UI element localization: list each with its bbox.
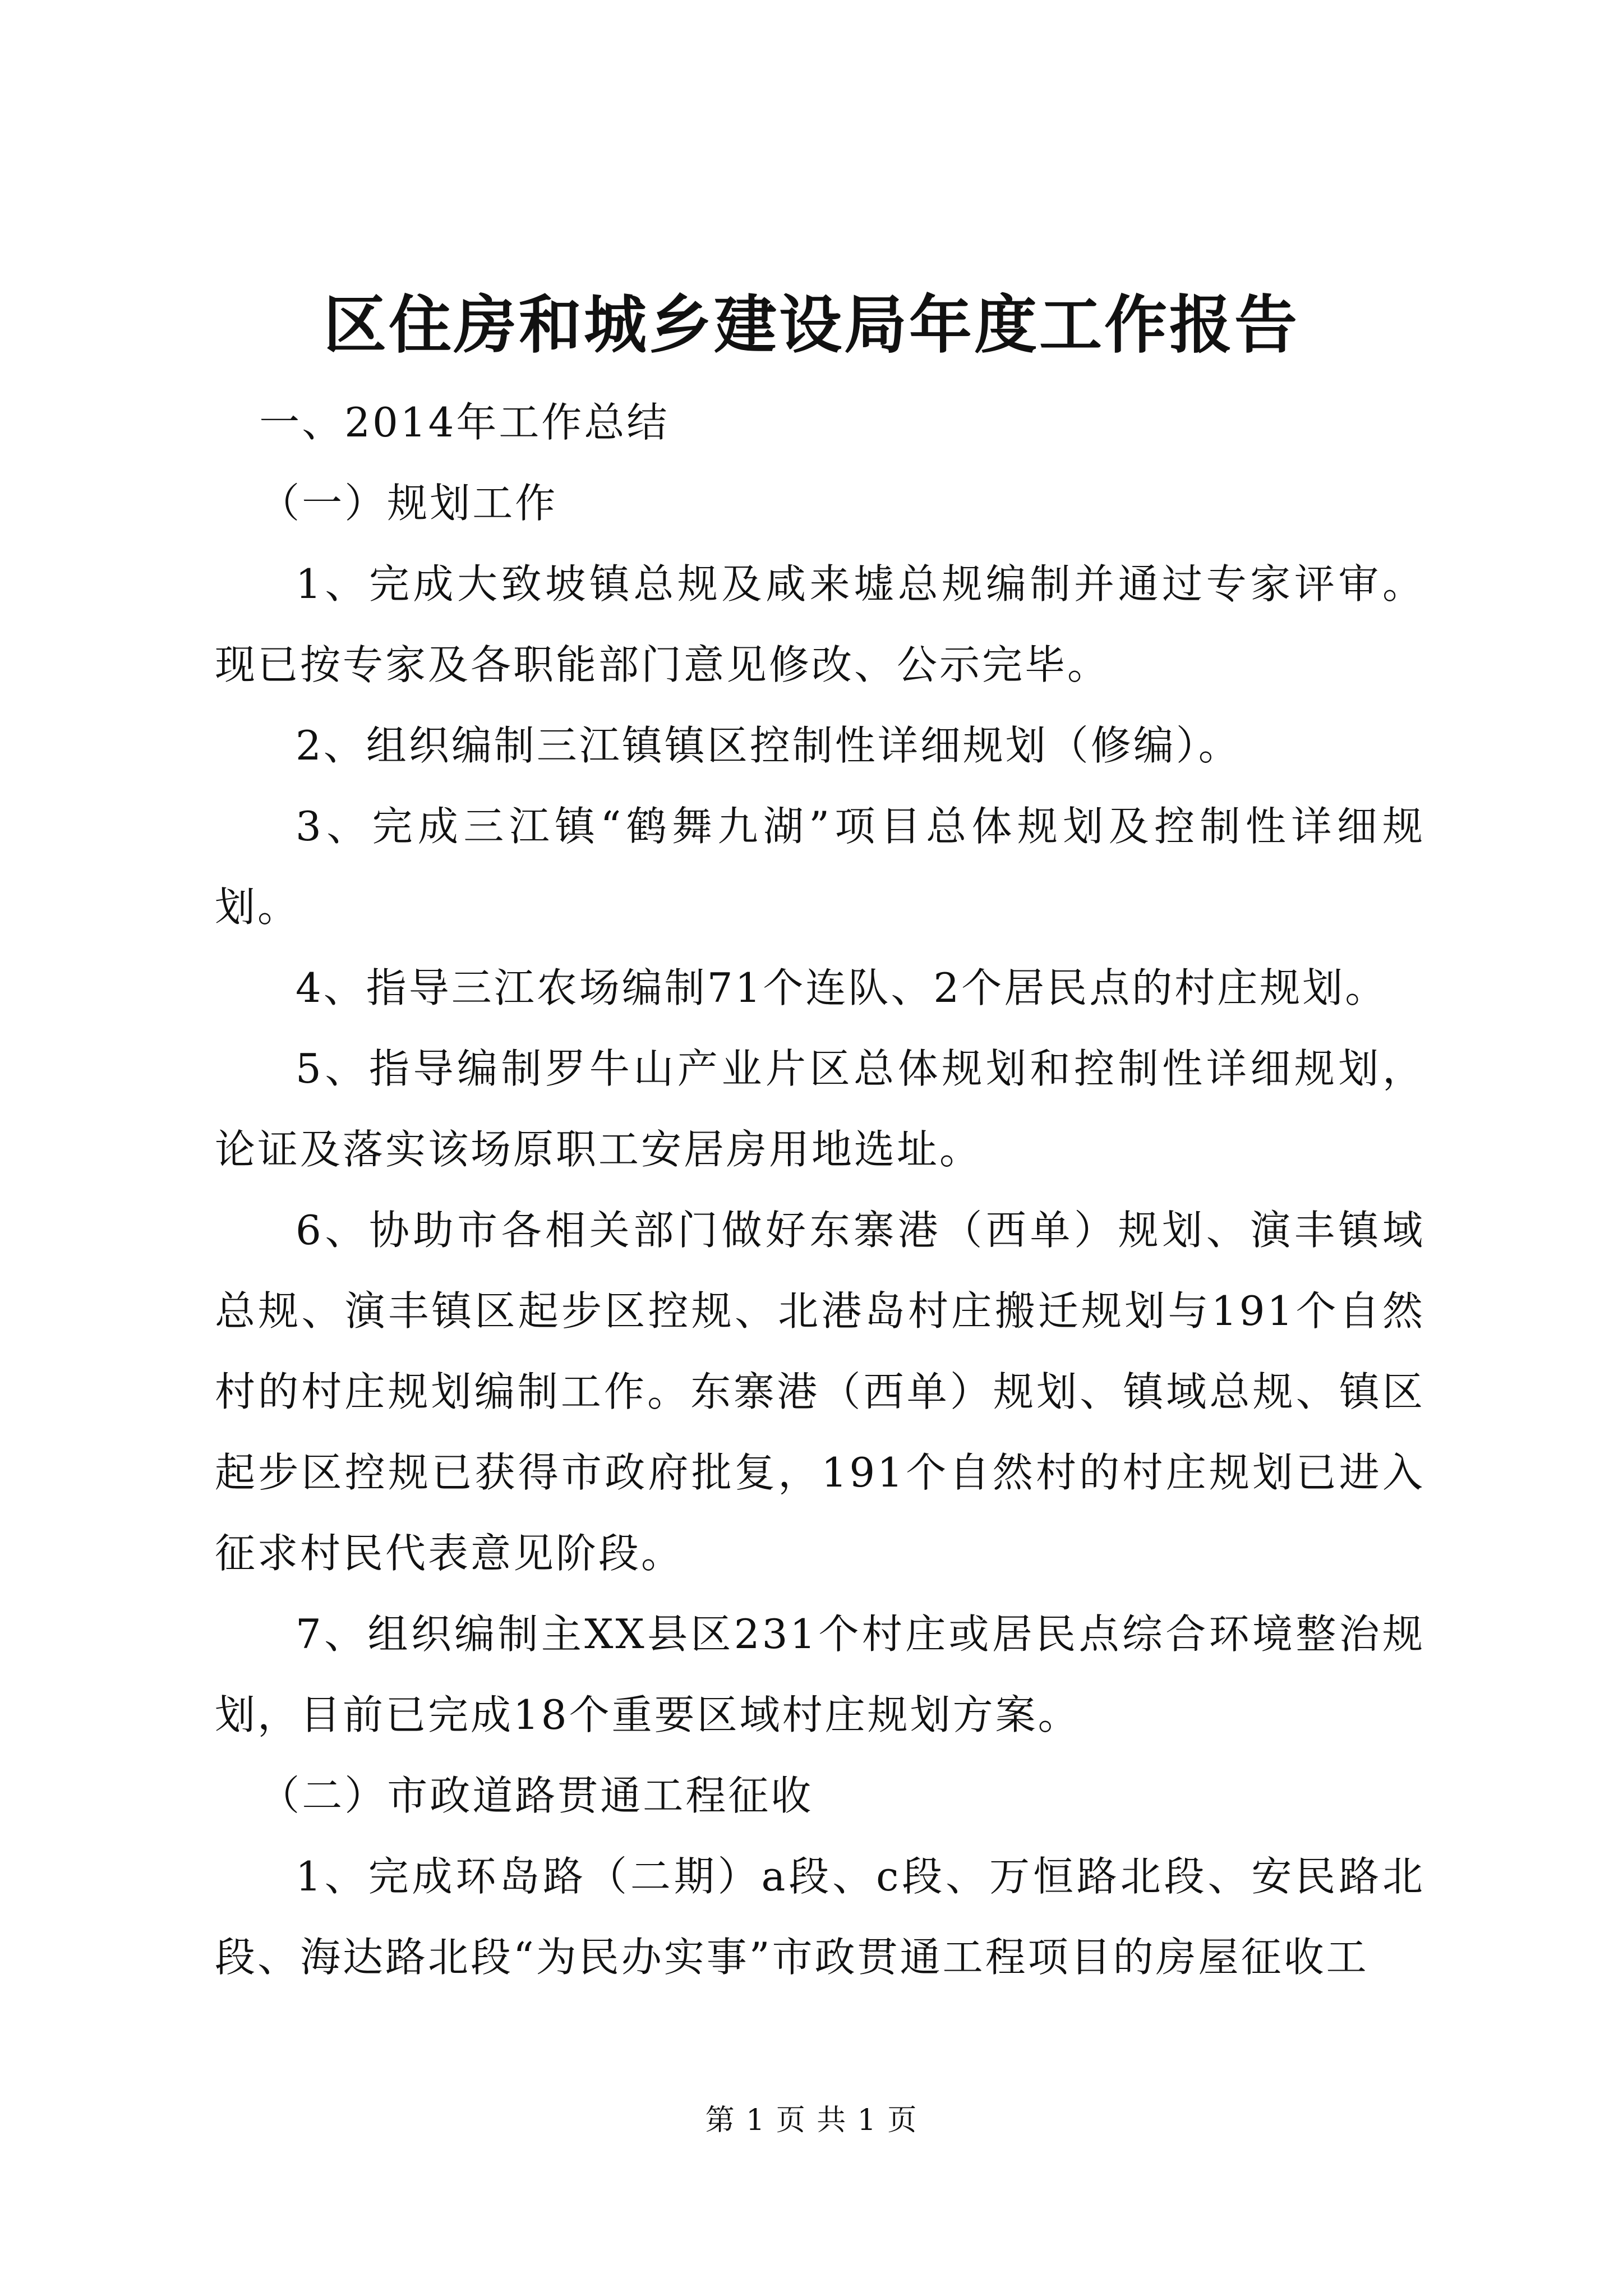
paragraph: 6、协助市各相关部门做好东寨港（西单）规划、演丰镇域总规、演丰镇区起步区控规、北港岛村庄搬迁规划与191个自然村的村庄规划编制工作。东寨港（西单）规划、镇域总规、镇区起步区控规已获得市政府批复，191个自然村的村庄规划已进入征求村民代表意见阶段。 [215, 1207, 1425, 1577]
paragraph: 5、指导编制罗牛山产业片区总体规划和控制性详细规划，论证及落实该场原职工安居房用地选址。 [215, 1045, 1425, 1173]
paragraph: 7、组织编制主XX县区231个村庄或居民点综合环境整治规划，目前已完成18个重要区域村庄规划方案。 [215, 1611, 1425, 1738]
paragraph: 3、完成三江镇“鹤舞九湖”项目总体规划及控制性详细规划。 [215, 803, 1425, 931]
paragraph: 1、完成环岛路（二期）a段、c段、万恒路北段、安民路北段、海达路北段“为民办实事”市政贯通工程项目的房屋征收工 [215, 1853, 1425, 1981]
subsection-heading: （一）规划工作 [259, 480, 558, 527]
document-title: 区住房和城乡建设局年度工作报告 [324, 288, 1299, 362]
paragraph: 2、组织编制三江镇镇区控制性详细规划（修编）。 [296, 722, 1241, 769]
page-footer: 第 1 页 共 1 页 [705, 2104, 918, 2137]
paragraph: 1、完成大致坡镇总规及咸来墟总规编制并通过专家评审。现已按专家及各职能部门意见修改、公示完毕。 [215, 560, 1425, 688]
document-body [215, 382, 1425, 1998]
subsection-heading: （二）市政道路贯通工程征收 [259, 1772, 814, 1819]
paragraph: 4、指导三江农场编制71个连队、2个居民点的村庄规划。 [296, 964, 1388, 1011]
section-heading: 一、2014年工作总结 [259, 399, 670, 446]
